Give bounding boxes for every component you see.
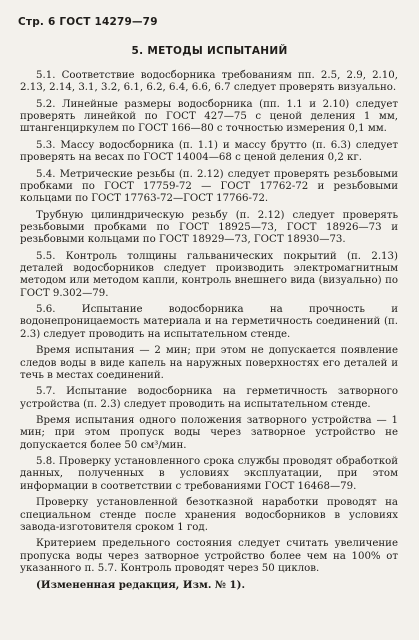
- paragraph-5-2: 5.2. Линейные размеры водосборника (пп. 1.1 и 2.10) следует проверять линейкой по ГОСТ 427—75 с ценой деления 1 мм, штангенциркулем по ГОСТ 166—80 с точностью измерения 0,1 мм.: [20, 98, 398, 135]
- page-header: Стр. 6 ГОСТ 14279—79: [18, 16, 158, 28]
- document-body: [20, 70, 398, 596]
- paragraph-5-8: 5.8. Проверку установленного срока службы проводят обработкой данных, полученных в условиях эксплуатации, при этом информации в соответствии с требованиями ГОСТ 16468—79.: [20, 456, 398, 492]
- paragraph-limit-criterion: Критерием предельного состояния следует считать увеличение пропуска воды через затворное устройство более чем на 100% от указанного п. 5.7. Контроль проводят через 50 циклов.: [20, 538, 398, 574]
- section-title: 5. МЕТОДЫ ИСПЫТАНИЙ: [131, 45, 288, 57]
- paragraph-5-1: 5.1. Соответствие водосборника требованиям пп. 2.5, 2.9, 2.10, 2.13, 2.14, 3.1, 3.2, 6.1, 6.2, 6.4, 6.6, 6.7 следует проверять визуально.: [20, 70, 398, 94]
- paragraph-reliability-check: Проверку установленной безотказной наработки проводят на специальном стенде после хранения водосборников в условиях завода-изготовителя сроком 1 год.: [20, 497, 398, 533]
- paragraph-5-3: 5.3. Массу водосборника (п. 1.1) и массу брутто (п. 6.3) следует проверять на весах по ГОСТ 14004—68 с ценой деления 0,2 кг.: [20, 139, 398, 164]
- paragraph-5-5: 5.5. Контроль толщины гальванических покрытий (п. 2.13) деталей водосборников следует производить электромагнитным методом или методом капли, контроль внешнего вида (визуально) по ГОСТ 9.302—79.: [20, 250, 398, 299]
- paragraph-5-4: 5.4. Метрические резьбы (п. 2.12) следует проверять резьбовыми пробками по ГОСТ 17759-72 — ГОСТ 17762-72 и резьбовыми кольцами по ГОСТ 17763-72—ГОСТ 17766-72.: [20, 168, 398, 205]
- paragraph-valve-test-time: Время испытания одного положения затворного устройства — 1 мин; при этом пропуск воды через затворное устройство не допускается более 50 см³/мин.: [20, 415, 398, 451]
- paragraph-5-6: 5.6. Испытание водосборника на прочность и водонепроницаемость материала и на герметичность соединений (п. 2.3) следует проводить на испытательном стенде.: [20, 304, 398, 340]
- paragraph-5-7: 5.7. Испытание водосборника на герметичность затворного устройства (п. 2.3) следует проводить на испытательном стенде.: [20, 386, 398, 410]
- paragraph-pipe-thread: Трубную цилиндрическую резьбу (п. 2.12) следует проверять резьбовыми пробками по ГОСТ 18925—73, ГОСТ 18926—73 и резьбовыми кольцами по ГОСТ 18929—73, ГОСТ 18930—73.: [20, 209, 398, 246]
- revision-note: (Измененная редакция, Изм. № 1).: [36, 579, 246, 592]
- paragraph-test-time: Время испытания — 2 мин; при этом не допускается появление следов воды в виде капель на наружных поверхностях его деталей и течь в местах соединений.: [20, 345, 398, 381]
